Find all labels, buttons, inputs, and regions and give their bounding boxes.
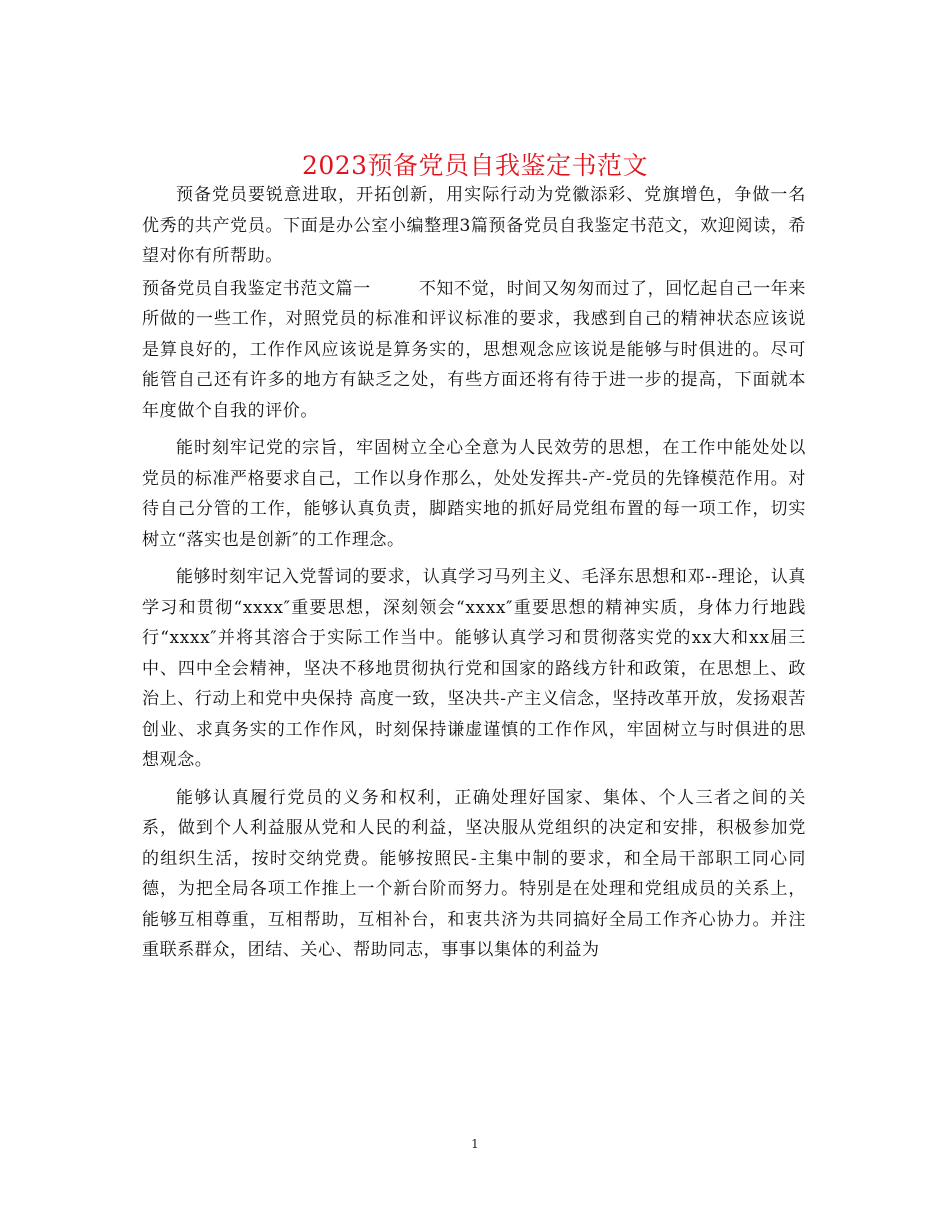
document-title: 2023预备党员自我鉴定书范文 <box>301 150 649 180</box>
page-number: 1 <box>471 1137 479 1151</box>
body-paragraph-1: 能时刻牢记党的宗旨，牢固树立全心全意为人民效劳的思想，在工作中能处处以党员的标准严格要求自己，工作以身作那么，处处发挥共-产-党员的先锋模范作用。对待自己分管的工作，能够认真负责，脚踏实地的抓好局党组布置的每一项工作，切实树立“落实也是创新″的工作理念。 <box>142 438 806 550</box>
intro-paragraph: 预备党员要锐意进取，开拓创新，用实际行动为党徽添彩、党旗增色，争做一名优秀的共产党员。下面是办公室小编整理3篇预备党员自我鉴定书范文，欢迎阅读，希望对你有所帮助。 <box>142 185 806 266</box>
section-first-text: 不知不觉，时间又匆匆而过了，回忆起自己一年来所做的一些工作，对照党员的标准和评议标准的要求，我感到自己的精神状态应该说是算良好的，工作作风应该说是算务实的，思想观念应该说是能够与时俱进的。尽可能管自己还有许多的地方有缺乏之处，有些方面还将有待于进一步的提高，下面就本年度做个自我的评价。 <box>142 278 807 421</box>
body-paragraph-3: 能够认真履行党员的义务和权利，正确处理好国家、集体、个人三者之间的关系，做到个人利益服从党和人民的利益，坚决服从党组织的决定和安排，积极参加党的组织生活，按时交纳党费。能够按照民-主集中制的要求，和全局干部职工同心同德，为把全局各项工作推上一个新台阶而努力。特别是在处理和党组成员的关系上，能够互相尊重，互相帮助，互相补台，和衷共济为共同搞好全局工作齐心协力。并注重联系群众，团结、关心、帮助同志，事事以集体的利益为 <box>142 787 806 960</box>
body-paragraph-2: 能够时刻牢记入党誓词的要求，认真学习马列主义、毛泽东思想和邓--理论，认真学习和贯彻“xxxx″重要思想，深刻领会“xxxx″重要思想的精神实质，身体力行地践行“xxxx″并将其溶合于实际工作当中。能够认真学习和贯彻落实党的xx大和xx届三中、四中全会精神，坚决不移地贯彻执行党和国家的路线方针和政策，在思想上、政治上、行动上和党中央保持 高度一致，坚决共-产主义信念，坚持改革开放，发扬艰苦创业、求真务实的工作作风，时刻保持谦虚谨慎的工作作风，牢固树立与时俱进的思想观念。 <box>142 567 806 770</box>
section-heading: 预备党员自我鉴定书范文篇一 <box>142 278 371 299</box>
document-body <box>142 180 806 966</box>
section-one-paragraph <box>142 274 806 427</box>
